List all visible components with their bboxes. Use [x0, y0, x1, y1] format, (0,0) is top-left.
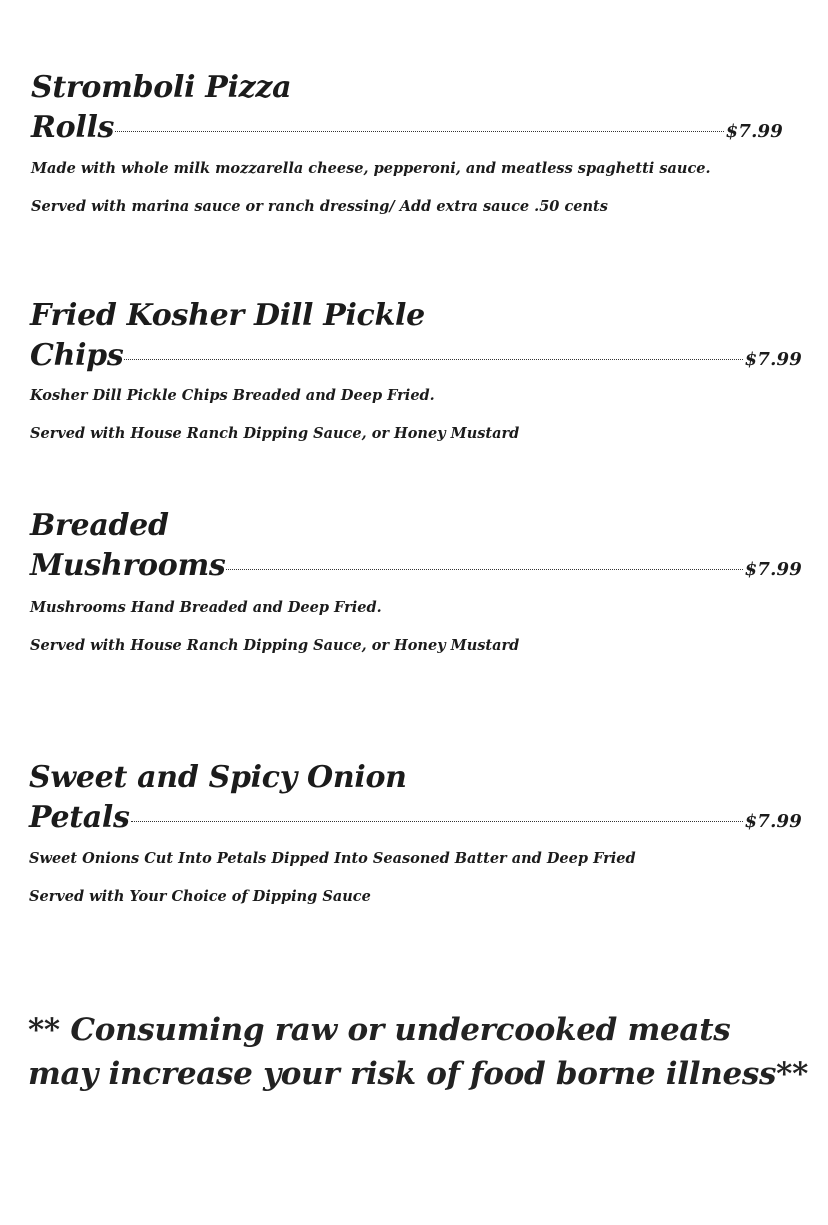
item-description-2: Served with marina sauce or ranch dressing/ Add extra sauce .50 cents	[31, 198, 608, 215]
item-price: $7.99	[725, 121, 783, 142]
item-title-line2: Petals	[29, 800, 130, 835]
dot-leader	[115, 131, 724, 132]
item-title-row	[0, 336, 802, 376]
item-title-line1: Breaded	[30, 508, 169, 543]
item-description-1: Made with whole milk mozzarella cheese, pepperoni, and meatless spaghetti sauce.	[31, 160, 711, 177]
item-description-2: Served with Your Choice of Dipping Sauce	[29, 888, 371, 905]
item-description-2: Served with House Ranch Dipping Sauce, or Honey Mustard	[30, 425, 520, 442]
item-title-row	[0, 798, 802, 838]
item-title-line1: Sweet and Spicy Onion	[29, 760, 407, 795]
dot-leader	[226, 569, 742, 570]
item-title-row	[0, 546, 802, 586]
menu-item-mushrooms	[0, 506, 828, 656]
food-safety-warning: ** Consuming raw or undercooked meats may increase your risk of food borne illness**	[28, 1012, 809, 1092]
item-description-1: Kosher Dill Pickle Chips Breaded and Deep Fried.	[30, 387, 435, 404]
dot-leader	[124, 359, 742, 360]
item-description-1: Mushrooms Hand Breaded and Deep Fried.	[30, 599, 382, 616]
item-price: $7.99	[744, 811, 802, 832]
item-title-row	[0, 108, 783, 148]
item-title-line1: Stromboli Pizza	[31, 70, 292, 105]
item-description-1: Sweet Onions Cut Into Petals Dipped Into Seasoned Batter and Deep Fried	[29, 850, 636, 867]
item-title-line1: Fried Kosher Dill Pickle	[30, 298, 425, 333]
item-description-2: Served with House Ranch Dipping Sauce, or Honey Mustard	[30, 637, 520, 654]
menu-item-onion-petals	[0, 758, 828, 907]
menu-item-stromboli	[0, 68, 828, 217]
item-price: $7.99	[744, 559, 802, 580]
menu-item-pickle-chips	[0, 296, 828, 444]
item-price: $7.99	[744, 349, 802, 370]
item-title-line2: Chips	[30, 338, 124, 373]
item-title-line2: Mushrooms	[30, 548, 226, 583]
dot-leader	[131, 821, 743, 822]
item-title-line2: Rolls	[31, 110, 115, 145]
